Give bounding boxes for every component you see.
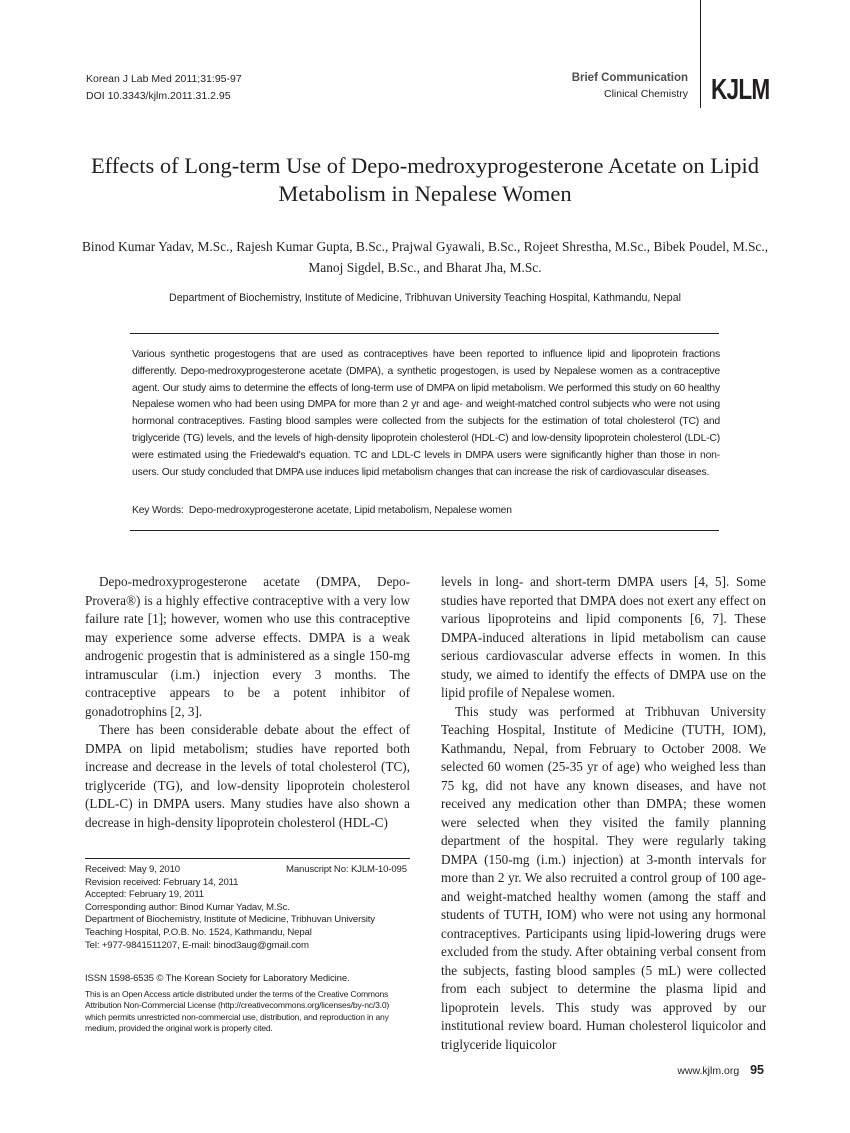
corresponding-label: Corresponding author: <box>85 901 178 913</box>
keywords <box>132 505 720 516</box>
corresponding-author: Binod Kumar Yadav, M.Sc. <box>179 901 290 913</box>
manuscript-number <box>286 864 407 877</box>
abstract-text: Various synthetic progestogens that are used as contraceptives have been reported to influence lipid and lipoprotein fractions differently. Depo-medroxyprogesterone acetate (DMPA), a synthetic progestogen, is used by Nepalese women as a contraceptive agent. Our study aims to determine the effects of long-term use of DMPA on lipid metabolism. We performed this study on 60 healthy Nepalese women who had been using DMPA for more than 2 yr and age- and weight-matched control subjects who were not using hormonal contraceptives. Fasting blood samples were collected from the subjects for the estimation of total cholesterol (TC) and triglyceride (TG) levels, and the levels of high-density lipoprotein cholesterol (HDL-C) and low-density lipoprotein cholesterol (LDL-C) were estimated using the Friedewald's equation. TC and LDL-C levels in DMPA users were significantly higher than those in non-users. Our study concluded that DMPA use induces lipid metabolism changes that can increase the risk of cardiovascular diseases. <box>132 349 720 478</box>
footnote-rule <box>85 858 410 859</box>
journal-website: www.kjlm.org <box>677 1065 740 1077</box>
journal-citation: Korean J Lab Med 2011;31:95-97 <box>86 73 242 85</box>
header-divider <box>700 0 701 108</box>
doi: DOI 10.3343/kjlm.2011.31.2.95 <box>86 90 231 102</box>
manuscript-id: KJLM-10-095 <box>350 864 407 875</box>
received-label: Received: <box>85 864 127 875</box>
page-number: 95 <box>750 1063 764 1077</box>
corresponding-contact: Tel: +977-9841511207, E-mail: binod3aug@gmail.com <box>85 939 309 951</box>
corresponding-address: Department of Biochemistry, Institute of Medicine, Tribhuvan University Teaching Hospital, P.O.B. No. 1524, Kathmandu, Nepal <box>85 914 375 938</box>
body-column-right <box>441 573 766 1054</box>
article-section: Clinical Chemistry <box>603 88 688 100</box>
revision-date: February 14, 2011 <box>163 876 239 888</box>
abstract-top-rule <box>130 333 719 334</box>
manuscript-label: Manuscript No: <box>286 864 349 875</box>
corresponding-row <box>85 902 410 915</box>
abstract-bottom-rule <box>130 530 719 531</box>
body-paragraph: There has been considerable debate about the effect of DMPA on lipid metabolism; studies have reported both increase and decrease in the levels of total cholesterol (TC), triglyceride (TG), and low-density lipoprotein cholesterol (LDL-C) in DMPA users. Many studies have also shown a decrease in high-density lipoprotein cholesterol (HDL-C) <box>85 722 410 830</box>
received-row <box>85 864 410 877</box>
keywords-label: Key Words: <box>132 505 184 516</box>
body-paragraph: Depo-medroxyprogesterone acetate (DMPA, Depo-Provera®) is a highly effective contraceptive with a very low failure rate [1]; however, women who use this contraceptive may experience some adverse effects. DMPA is a weak androgenic progestin that is administered as a single 150-mg intramuscular (i.m.) injection every 3 months. The contraceptive appears to be a potent inhibitor of gonadotrophins [2, 3]. <box>85 574 410 719</box>
article-footnote <box>85 864 410 952</box>
article-type: Brief Communication <box>571 72 688 84</box>
journal-header-right <box>572 70 688 102</box>
author-list: Binod Kumar Yadav, M.Sc., Rajesh Kumar Gupta, B.Sc., Prajwal Gyawali, B.Sc., Rojeet Shrestha, M.Sc., Bibek Poudel, M.Sc., Manoj Sigdel, B.Sc., and Bharat Jha, M.Sc. <box>81 239 769 275</box>
keywords-list: Depo-medroxyprogesterone acetate, Lipid metabolism, Nepalese women <box>188 505 512 516</box>
revision-row <box>85 877 410 890</box>
page-footer <box>677 1063 764 1077</box>
journal-header-left <box>86 71 242 105</box>
license-notice: This is an Open Access article distributed under the terms of the Creative Commons Attribution Non-Commercial License (http://creativecommons.org/licenses/by-nc/3.0) which permits unrestricted non-commercial use, distribution, and reproduction in any medium, provided the original work is properly cited. <box>85 989 390 1034</box>
accepted-date: February 19, 2011 <box>128 889 204 901</box>
accepted-row <box>85 889 410 902</box>
body-paragraph: This study was performed at Tribhuvan University Teaching Hospital, Institute of Medicine (TUTH, IOM), Kathmandu, Nepal, from February to October 2008. We selected 60 women (25-35 yr of age) who weighed less than 75 kg, did not have any known diseases, and have not received any medication other than DMPA; these women were selected when they visited the family planning department of the hospital. They were regularly taking DMPA (150-mg (i.m.) injection) at 3-month intervals for more than 2 yr. We also recruited a control group of 100 age- and weight-matched healthy women (among the staff and students of TUTH, IOM) who were not using any hormonal contraceptives. Participants using lipid-lowering drugs were excluded from the study. After obtaining verbal consent from the subjects, fasting blood samples (5 mL) were collected from each subject to determine the plasma lipid and lipoprotein levels. This study was approved by our institutional review board. Human cholesterol liquicolor and triglyceride liquicolor <box>441 703 766 1052</box>
article-title: Effects of Long-term Use of Depo-medroxyprogesterone Acetate on Lipid Metabolism in Nepalese Women <box>90 153 760 206</box>
revision-label: Revision received: <box>85 876 161 888</box>
accepted-label: Accepted: <box>85 889 127 901</box>
issn-notice: ISSN 1598-6535 © The Korean Society for Laboratory Medicine. <box>85 973 350 984</box>
body-paragraph: levels in long- and short-term DMPA users [4, 5]. Some studies have reported that DMPA does not exert any effect on various lipoproteins and lipid components [6, 7]. These DMPA-induced alterations in lipid metabolism can cause serious cardiovascular adverse effects in women. In this study, we aimed to identify the effects of DMPA use on the lipid profile of Nepalese women. <box>441 574 766 700</box>
body-column-left <box>85 573 410 832</box>
journal-logo: KJLM <box>711 74 770 106</box>
received-date: May 9, 2010 <box>128 864 180 875</box>
affiliation: Department of Biochemistry, Institute of Medicine, Tribhuvan University Teaching Hospital, Kathmandu, Nepal <box>169 292 681 304</box>
